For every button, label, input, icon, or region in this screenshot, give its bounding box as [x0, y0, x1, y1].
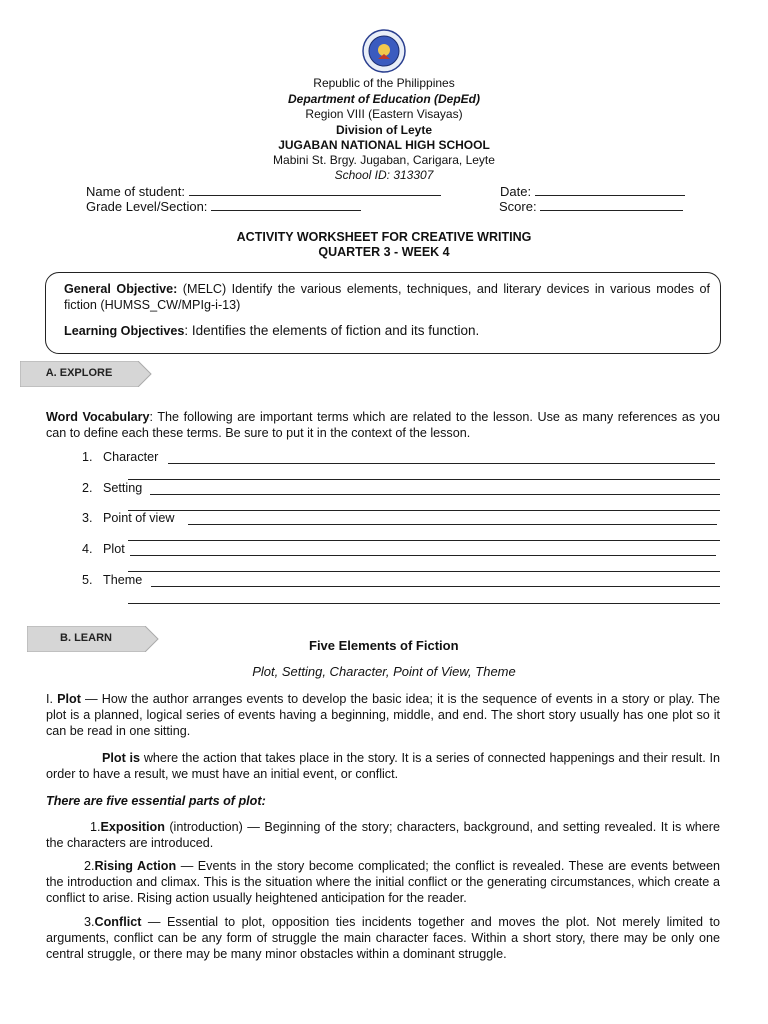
- plot-part-rising-action: 2.Rising Action — Events in the story become complicated; the conflict is revealed. These are events between the introduction and climax. This is the situation where the initial conflict or the generating circumstances, which create a conflict to arise. Rising action usually heightened anticipation for the reader.: [46, 859, 720, 905]
- region: Region VIII (Eastern Visayas): [305, 107, 463, 121]
- vocab-item-plot: 4. Plot: [82, 542, 125, 556]
- answer-line[interactable]: [168, 463, 715, 464]
- grade-blank[interactable]: [211, 198, 361, 211]
- general-objective-label: General Objective:: [64, 282, 178, 296]
- school-name: JUGABAN NATIONAL HIGH SCHOOL: [278, 138, 490, 152]
- answer-line[interactable]: [128, 479, 720, 480]
- vocab-label: Word Vocabulary: [46, 410, 150, 424]
- learning-objective-label: Learning Objectives: [64, 324, 185, 338]
- learn-section-tag: [27, 626, 159, 652]
- vocab-item-theme: 5. Theme: [82, 573, 143, 587]
- general-objective-text: (MELC) Identify the various elements, techniques, and literary devices in various modes of fiction (HUMSS_CW/MPIg-i-13): [64, 282, 710, 312]
- answer-line[interactable]: [188, 524, 717, 525]
- vocab-item-setting: 2. Setting: [82, 481, 143, 495]
- learning-objective: [64, 323, 710, 339]
- plot-part-exposition: 1.Exposition (introduction) — Beginning of the story; characters, background, and setting revealed. It is where the characters are introduced.: [46, 820, 720, 850]
- grade-field: [86, 198, 361, 214]
- vocab-item-character: 1. Character: [82, 450, 159, 464]
- learn-heading: Five Elements of Fiction: [309, 638, 459, 653]
- score-blank[interactable]: [540, 198, 683, 211]
- division: Division of Leyte: [335, 123, 433, 137]
- plot-definition: I. Plot — How the author arranges events to develop the basic idea; it is the sequence of events in a story or play. The plot is a planned, logical series of events having a beginning, middle, and end. The short story usually has one plot so it can be read in one sitting.: [46, 692, 720, 738]
- plot-part-conflict: 3.Conflict — Essential to plot, opposition ties incidents together and moves the plot. Not merely limited to arguments, conflict can be any form of struggle the main character faces. Within a short story, there may be only one central struggle, or there may be many minor obstacles within a dominant struggle.: [46, 915, 720, 961]
- department: Department of Education (DepEd): [287, 92, 480, 106]
- answer-line[interactable]: [130, 555, 716, 556]
- learn-tag-label: B. LEARN: [60, 632, 112, 644]
- answer-line[interactable]: [128, 603, 720, 604]
- date-blank[interactable]: [535, 183, 685, 196]
- country: Republic of the Philippines: [313, 76, 455, 90]
- explore-tag-label: A. EXPLORE: [45, 367, 113, 379]
- date-field: [500, 183, 685, 199]
- vocab-text: : The following are important terms which are related to the lesson. Use as many references as you can to define each these terms. Be sure to put it in the context of the lesson.: [46, 410, 721, 440]
- vocab-item-point-of-view: 3. Point of view: [82, 511, 175, 525]
- general-objective: [64, 281, 710, 313]
- worksheet-quarter: QUARTER 3 - WEEK 4: [318, 245, 450, 259]
- explore-section-tag: [20, 361, 152, 387]
- school-address: Mabini St. Brgy. Jugaban, Carigara, Leyte: [273, 153, 495, 167]
- answer-line[interactable]: [128, 510, 720, 511]
- date-label: Date:: [500, 184, 532, 199]
- score-label: Score:: [499, 199, 537, 214]
- learning-objective-text: : Identifies the elements of fiction and its function.: [184, 323, 480, 338]
- plot-parts-heading: There are five essential parts of plot:: [46, 794, 266, 808]
- answer-line[interactable]: [128, 540, 720, 541]
- deped-seal: [359, 29, 409, 73]
- vocab-instructions: [46, 409, 720, 441]
- name-label: Name of student:: [86, 184, 185, 199]
- worksheet-title: ACTIVITY WORKSHEET FOR CREATIVE WRITING: [236, 230, 532, 244]
- answer-line[interactable]: [151, 586, 720, 587]
- name-field: [86, 183, 441, 199]
- learn-subheading: Plot, Setting, Character, Point of View, Theme: [252, 664, 516, 679]
- score-field: [499, 198, 683, 214]
- school-id: School ID: 313307: [334, 168, 434, 182]
- answer-line[interactable]: [128, 571, 720, 572]
- plot-is-paragraph: Plot is where the action that takes place in the story. It is a series of connected happenings and their result. In order to have a result, we must have an initial event, or conflict.: [46, 751, 720, 781]
- name-blank[interactable]: [189, 183, 441, 196]
- grade-label: Grade Level/Section:: [86, 199, 208, 214]
- answer-line[interactable]: [150, 494, 720, 495]
